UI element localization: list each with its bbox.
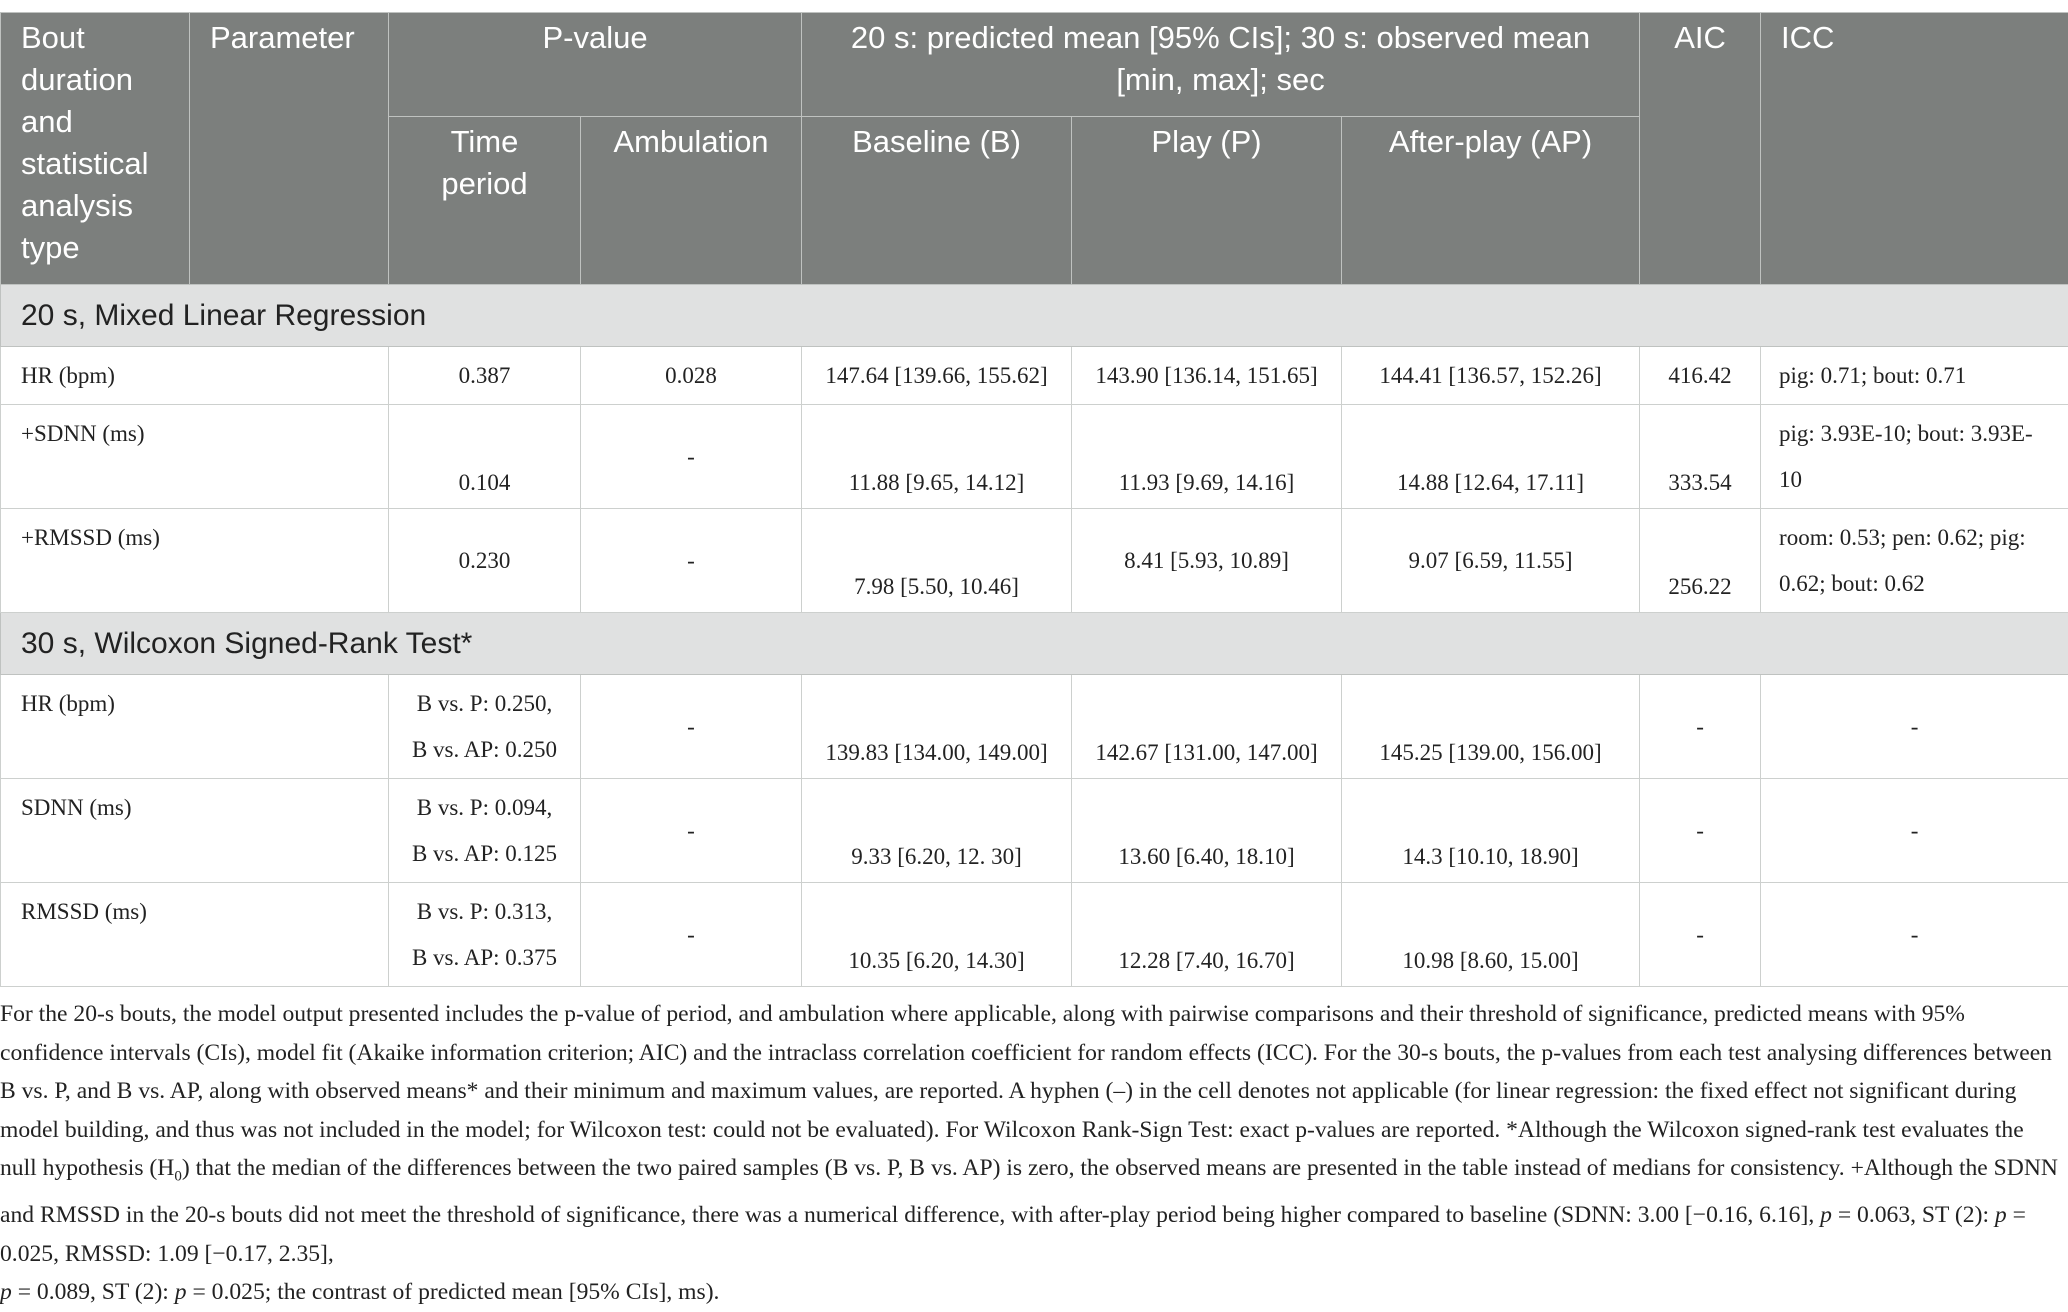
time-period-cell: 0.387	[389, 347, 581, 405]
after-play-cell: 144.41 [136.57, 152.26]	[1342, 347, 1640, 405]
section-title: 30 s, Wilcoxon Signed-Rank Test*	[1, 613, 2068, 675]
time-period-line-1: B vs. P: 0.313,	[399, 889, 570, 935]
header-aic: AIC	[1640, 13, 1761, 285]
icc-cell: -	[1761, 675, 2068, 779]
play-cell: 143.90 [136.14, 151.65]	[1072, 347, 1342, 405]
time-period-cell	[389, 675, 581, 779]
footnote-text: ) that the median of the differences between the two paired samples (B vs. P, B vs. AP) is zero, the observed means are presented in the table instead of medians for consistency. +Although the SDNN and RMSSD in the 20-s bouts did not meet the threshold of significance, there was a numerical difference, with after-play period being higher compared to baseline (SDNN: 3.00 [−0.16, 6.16],	[0, 1155, 2058, 1228]
after-play-cell: 14.88 [12.64, 17.11]	[1342, 405, 1640, 509]
footnote-text: = 0.025; the contrast of predicted mean [95% CIs], ms).	[187, 1279, 720, 1305]
ambulation-cell: -	[581, 405, 802, 509]
header-bout-duration: Bout duration and statistical analysis type	[1, 13, 190, 285]
table-footnote	[0, 995, 2062, 1312]
footnote-h0-subscript: 0	[174, 1169, 182, 1185]
header-baseline: Baseline (B)	[802, 117, 1072, 285]
header-after-play: After-play (AP)	[1342, 117, 1640, 285]
aic-cell: -	[1640, 883, 1761, 987]
after-play-cell: 14.3 [10.10, 18.90]	[1342, 779, 1640, 883]
header-icc: ICC	[1761, 13, 2068, 285]
baseline-cell: 10.35 [6.20, 14.30]	[802, 883, 1072, 987]
time-period-line-2: B vs. AP: 0.250	[399, 727, 570, 773]
parameter-cell: +RMSSD (ms)	[1, 509, 389, 613]
play-cell: 8.41 [5.93, 10.89]	[1072, 509, 1342, 613]
ambulation-cell: -	[581, 509, 802, 613]
ambulation-cell: -	[581, 883, 802, 987]
footnote-p-italic: p	[1820, 1202, 1832, 1228]
aic-cell: -	[1640, 675, 1761, 779]
baseline-cell: 147.64 [139.66, 155.62]	[802, 347, 1072, 405]
parameter-cell: HR (bpm)	[1, 675, 389, 779]
aic-cell: 416.42	[1640, 347, 1761, 405]
table-row	[1, 405, 2068, 509]
footnote-text: = 0.063, ST (2):	[1832, 1202, 1995, 1228]
section-title: 20 s, Mixed Linear Regression	[1, 285, 2068, 347]
header-time-period: Time period	[389, 117, 581, 285]
footnote-p-italic: p	[175, 1279, 187, 1305]
icc-cell: room: 0.53; pen: 0.62; pig: 0.62; bout: 0.62	[1761, 509, 2068, 613]
play-cell: 13.60 [6.40, 18.10]	[1072, 779, 1342, 883]
time-period-cell	[389, 779, 581, 883]
time-period-line-1: B vs. P: 0.250,	[399, 681, 570, 727]
header-parameter: Parameter	[190, 13, 389, 285]
ambulation-cell: 0.028	[581, 347, 802, 405]
time-period-line-2: B vs. AP: 0.125	[399, 831, 570, 877]
table-header	[1, 13, 2068, 285]
play-cell: 11.93 [9.69, 14.16]	[1072, 405, 1342, 509]
footnote-text: For the 20-s bouts, the model output presented includes the p-value of period, and ambulation where applicable, along with pairwise comparisons and their threshold of significance, predicted means with 95% confidence intervals (CIs), model fit (Akaike information criterion; AIC) and the intraclass correlation coefficient for random effects (ICC). For the 30-s bouts, the p-values from each test analysing differences between B vs. P, and B vs. AP, along with observed means* and their minimum and maximum values, are reported. A hyphen (–) in the cell denotes not applicable (for linear regression: the fixed effect not significant during model building, and thus was not included in the model; for Wilcoxon test: could not be evaluated). For Wilcoxon Rank-Sign Test: exact p-values are reported. *Although the Wilcoxon signed-rank test evaluates the null hypothesis (H	[0, 1001, 2052, 1181]
ambulation-cell: -	[581, 675, 802, 779]
table-row	[1, 779, 2068, 883]
play-cell: 12.28 [7.40, 16.70]	[1072, 883, 1342, 987]
results-table	[0, 12, 2068, 987]
after-play-cell: 145.25 [139.00, 156.00]	[1342, 675, 1640, 779]
header-means: 20 s: predicted mean [95% CIs]; 30 s: observed mean [min, max]; sec	[802, 13, 1640, 117]
aic-cell: -	[1640, 779, 1761, 883]
footnote-text: = 0.089, ST (2):	[12, 1279, 175, 1305]
baseline-cell: 9.33 [6.20, 12. 30]	[802, 779, 1072, 883]
table-row	[1, 883, 2068, 987]
footnote-text: = 0.025, RMSSD: 1.09 [−0.17, 2.35],	[0, 1202, 2026, 1267]
aic-cell: 333.54	[1640, 405, 1761, 509]
time-period-line-1: B vs. P: 0.094,	[399, 785, 570, 831]
section-row	[1, 285, 2068, 347]
time-period-cell: 0.230	[389, 509, 581, 613]
footnote-p-italic: p	[0, 1279, 12, 1305]
after-play-cell: 10.98 [8.60, 15.00]	[1342, 883, 1640, 987]
icc-cell: pig: 0.71; bout: 0.71	[1761, 347, 2068, 405]
play-cell: 142.67 [131.00, 147.00]	[1072, 675, 1342, 779]
after-play-cell: 9.07 [6.59, 11.55]	[1342, 509, 1640, 613]
parameter-cell: HR (bpm)	[1, 347, 389, 405]
time-period-cell: 0.104	[389, 405, 581, 509]
icc-cell: pig: 3.93E-10; bout: 3.93E-10	[1761, 405, 2068, 509]
baseline-cell: 11.88 [9.65, 14.12]	[802, 405, 1072, 509]
header-ambulation: Ambulation	[581, 117, 802, 285]
parameter-cell: +SDNN (ms)	[1, 405, 389, 509]
parameter-cell: SDNN (ms)	[1, 779, 389, 883]
table-row	[1, 347, 2068, 405]
parameter-cell: RMSSD (ms)	[1, 883, 389, 987]
time-period-line-2: B vs. AP: 0.375	[399, 935, 570, 981]
time-period-cell	[389, 883, 581, 987]
table-row	[1, 509, 2068, 613]
ambulation-cell: -	[581, 779, 802, 883]
section-row	[1, 613, 2068, 675]
baseline-cell: 7.98 [5.50, 10.46]	[802, 509, 1072, 613]
icc-cell: -	[1761, 779, 2068, 883]
footnote-p-italic: p	[1995, 1202, 2007, 1228]
icc-cell: -	[1761, 883, 2068, 987]
header-p-value: P-value	[389, 13, 802, 117]
header-play: Play (P)	[1072, 117, 1342, 285]
aic-cell: 256.22	[1640, 509, 1761, 613]
baseline-cell: 139.83 [134.00, 149.00]	[802, 675, 1072, 779]
table-row	[1, 675, 2068, 779]
